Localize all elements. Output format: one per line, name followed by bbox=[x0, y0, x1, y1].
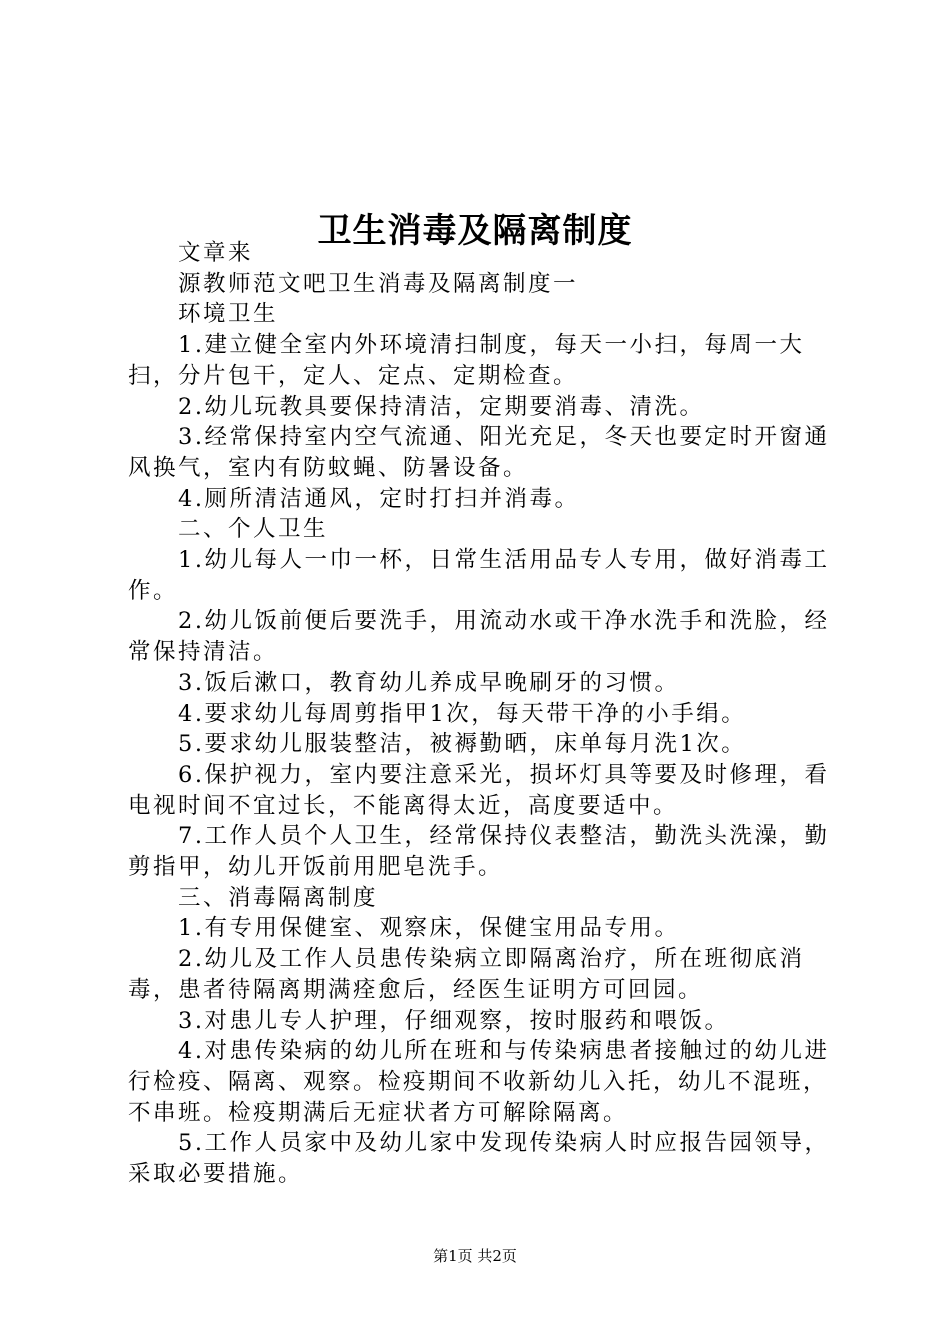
paragraph: 5.要求幼儿服装整洁，被褥勤晒，床单每月洗1次。 bbox=[178, 731, 747, 758]
paragraph: 4.要求幼儿每周剪指甲1次，每天带干净的小手绢。 bbox=[178, 700, 747, 727]
paragraph: 3.经常保持室内空气流通、阳光充足，冬天也要定时开窗通风换气，室内有防蚊蝇、防暑设备。 bbox=[128, 424, 830, 481]
paragraph: 1.建立健全室内外环境清扫制度，每天一小扫，每周一大扫，分片包干，定人、定点、定期检查。 bbox=[128, 332, 805, 389]
section-heading: 三、消毒隔离制度 bbox=[178, 884, 379, 911]
section-heading: 二、个人卫生 bbox=[178, 516, 329, 543]
paragraph: 3.对患儿专人护理，仔细观察，按时服药和喂饭。 bbox=[178, 1007, 730, 1034]
section-heading: 环境卫生 bbox=[178, 301, 279, 328]
page-footer: 第1页 共2页 bbox=[433, 1247, 517, 1265]
paragraph: 7.工作人员个人卫生，经常保持仪表整洁，勤洗头洗澡，勤剪指甲，幼儿开饭前用肥皂洗手。 bbox=[128, 823, 830, 881]
paragraph: 3.饭后漱口，教育幼儿养成早晚刷牙的习惯。 bbox=[178, 669, 680, 696]
paragraph: 4.对患传染病的幼儿所在班和与传染病患者接触过的幼儿进行检疫、隔离、观察。检疫期间不收新幼儿入托，幼儿不混班，不串班。检疫期满后无症状者方可解除隔离。 bbox=[128, 1038, 830, 1126]
paragraph: 源教师范文吧卫生消毒及隔离制度一 bbox=[178, 270, 579, 297]
paragraph: 文章来 bbox=[178, 240, 254, 266]
paragraph: 1.幼儿每人一巾一杯，日常生活用品专人专用，做好消毒工作。 bbox=[128, 547, 830, 604]
paragraph: 2.幼儿玩教具要保持清洁，定期要消毒、清洗。 bbox=[178, 393, 705, 420]
document-body bbox=[128, 238, 843, 1190]
paragraph: 1.有专用保健室、观察床，保健宝用品专用。 bbox=[178, 915, 680, 942]
paragraph: 4.厕所清洁通风，定时打扫并消毒。 bbox=[178, 485, 580, 512]
paragraph: 5.工作人员家中及幼儿家中发现传染病人时应报告园领导，采取必要措施。 bbox=[128, 1130, 830, 1188]
paragraph: 2.幼儿饭前便后要洗手，用流动水或干净水洗手和洗脸，经常保持清洁。 bbox=[128, 608, 830, 666]
document-title: 卫生消毒及隔离制度 bbox=[317, 210, 633, 251]
paragraph: 6.保护视力，室内要注意采光，损坏灯具等要及时修理，看电视时间不宜过长，不能离得太近，高度要适中。 bbox=[128, 761, 830, 819]
paragraph: 2.幼儿及工作人员患传染病立即隔离治疗，所在班彻底消毒，患者待隔离期满痊愈后，经医生证明方可回园。 bbox=[128, 946, 805, 1003]
